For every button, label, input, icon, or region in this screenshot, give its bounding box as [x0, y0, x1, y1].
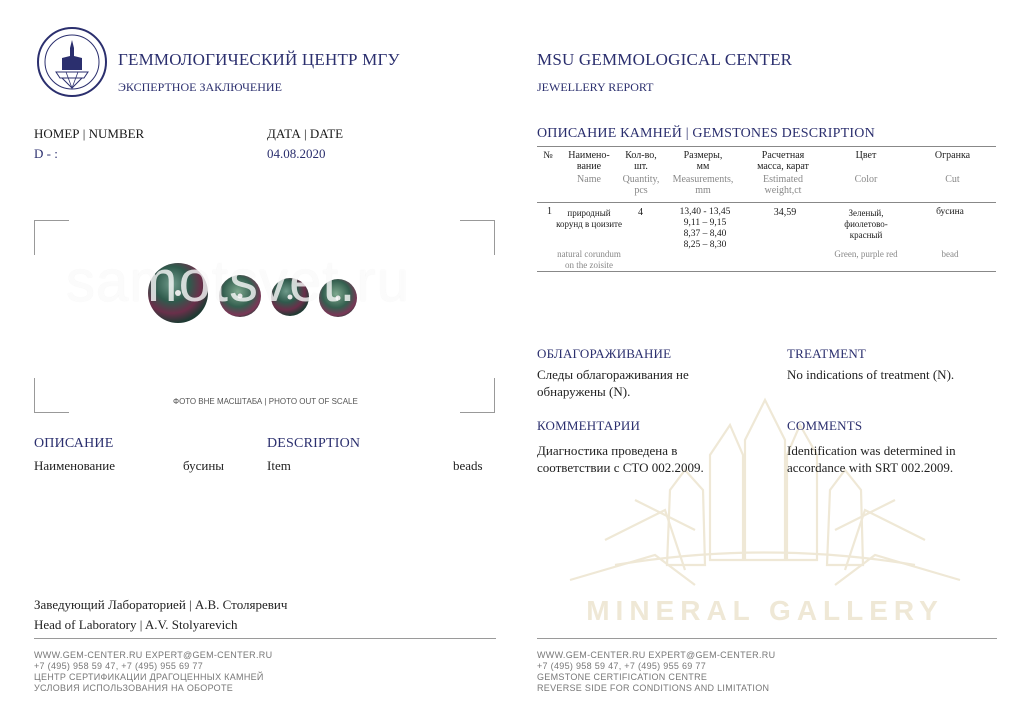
treatment-heading-ru: ОБЛАГОРАЖИВАНИЕ [537, 346, 672, 361]
footer-right-line: WWW.GEM-CENTER.RU EXPERT@GEM-CENTER.RU [537, 650, 776, 660]
footer-left [34, 650, 272, 694]
name-value-ru: бусины [183, 458, 225, 473]
col-name-header-en: Name [577, 174, 601, 185]
row-name-ru: природный корунд в цоизите [556, 208, 622, 229]
site-watermark: samotsvet.ru [66, 249, 410, 314]
comments-text-ru: Диагностика проведена в соответствии с СТО 002.2009. [537, 443, 704, 475]
signature-ru: Заведующий Лабораторией | А.В. Столяревич [34, 597, 288, 612]
col-measure-header: Размеры, мм [683, 150, 723, 172]
gemstones-bottom-rule [537, 271, 996, 272]
description-heading-en: DESCRIPTION [267, 436, 361, 451]
row-no: 1 [547, 206, 552, 217]
footer-left-line: +7 (495) 958 59 47, +7 (495) 955 69 77 [34, 661, 204, 671]
footer-left-line: ЦЕНТР СЕРТИФИКАЦИИ ДРАГОЦЕННЫХ КАМНЕЙ [34, 672, 264, 682]
description-heading-ru: ОПИСАНИЕ [34, 436, 114, 451]
row-measurements: 13,40 - 13,45 9,11 – 9,15 8,37 – 8,40 8,25 – 8,30 [679, 207, 731, 250]
footer-divider-right [537, 638, 997, 639]
footer-left-line: УСЛОВИЯ ИСПОЛЬЗОВАНИЯ НА ОБОРОТЕ [34, 683, 234, 693]
title-ru: ГЕММОЛОГИЧЕСКИЙ ЦЕНТР МГУ [118, 50, 400, 69]
row-color-ru: Зеленый, фиолетово- красный [844, 208, 888, 240]
treatment-text-ru: Следы облагораживания не обнаружены (N). [537, 367, 689, 399]
col-no-header: № [543, 150, 553, 161]
col-cut-header: Огранка [934, 150, 971, 161]
row-cut-en: bead [941, 249, 959, 259]
signature-en: Head of Laboratory | A.V. Stolyarevich [34, 617, 238, 632]
treatment-heading-en: TREATMENT [787, 346, 867, 361]
number-value: D - : [34, 146, 58, 161]
title-en: MSU GEMMOLOGICAL CENTER [537, 50, 793, 69]
number-label: НОМЕР | NUMBER [34, 126, 145, 141]
footer-right [537, 650, 775, 694]
col-no-header-en [537, 173, 559, 197]
comments-text-en: Identification was determined in accordance with SRT 002.2009. [787, 443, 956, 475]
treatment-text-en: No indications of treatment (N). [787, 367, 955, 382]
photo-caption: ФОТО ВНЕ МАСШТАБА | PHOTO OUT OF SCALE [173, 397, 358, 406]
row-name-en: natural corundum on the zoisite [557, 249, 621, 270]
col-color-header-en: Color [854, 174, 878, 185]
gemstones-header-row-en [537, 173, 996, 197]
gemstones-header-row-ru [537, 148, 996, 173]
gemstones-header-rule [537, 202, 996, 203]
footer-right-line: +7 (495) 958 59 47, +7 (495) 955 69 77 [537, 661, 707, 671]
item-value-en: beads [453, 458, 483, 473]
col-weight-header-en: Estimated weight,ct [763, 174, 803, 196]
col-cut-header-en: Cut [945, 174, 960, 185]
col-weight-header: Расчетная масса, карат [757, 150, 809, 172]
comments-heading-en: COMMENTS [787, 418, 863, 433]
col-qty-header: Кол-во, шт. [625, 150, 657, 172]
gemstones-table [537, 148, 996, 197]
col-name-header: Наимено- вание [568, 150, 610, 172]
footer-divider-left [34, 638, 496, 639]
watermark-text: MINERAL GALLERY [586, 595, 944, 626]
gemstones-heading: ОПИСАНИЕ КАМНЕЙ | GEMSTONES DESCRIPTION [537, 126, 875, 141]
gemstones-top-rule [537, 146, 996, 147]
row-cut-ru: бусина [936, 207, 964, 217]
msu-logo-icon [36, 26, 108, 98]
col-color-header: Цвет [855, 150, 877, 161]
footer-right-line: GEMSTONE CERTIFICATION CENTRE [537, 672, 708, 682]
name-label-ru: Наименование [34, 458, 115, 473]
col-qty-header-en: Quantity, pcs [622, 174, 660, 196]
col-measure-header-en: Measurements, mm [672, 174, 734, 196]
row-color-en: Green, purple red [834, 249, 898, 259]
date-label: ДАТА | DATE [267, 126, 344, 141]
date-value: 04.08.2020 [267, 146, 326, 161]
footer-right-line: REVERSE SIDE FOR CONDITIONS AND LIMITATION [537, 683, 770, 693]
row-weight: 34,59 [773, 207, 797, 218]
comments-heading-ru: КОММЕНТАРИИ [537, 418, 641, 433]
row-qty: 4 [638, 207, 643, 218]
item-label-en: Item [267, 458, 291, 473]
subtitle-en: JEWELLERY REPORT [537, 80, 654, 94]
subtitle-ru: ЭКСПЕРТНОЕ ЗАКЛЮЧЕНИЕ [118, 80, 282, 94]
footer-left-line: WWW.GEM-CENTER.RU EXPERT@GEM-CENTER.RU [34, 650, 273, 660]
